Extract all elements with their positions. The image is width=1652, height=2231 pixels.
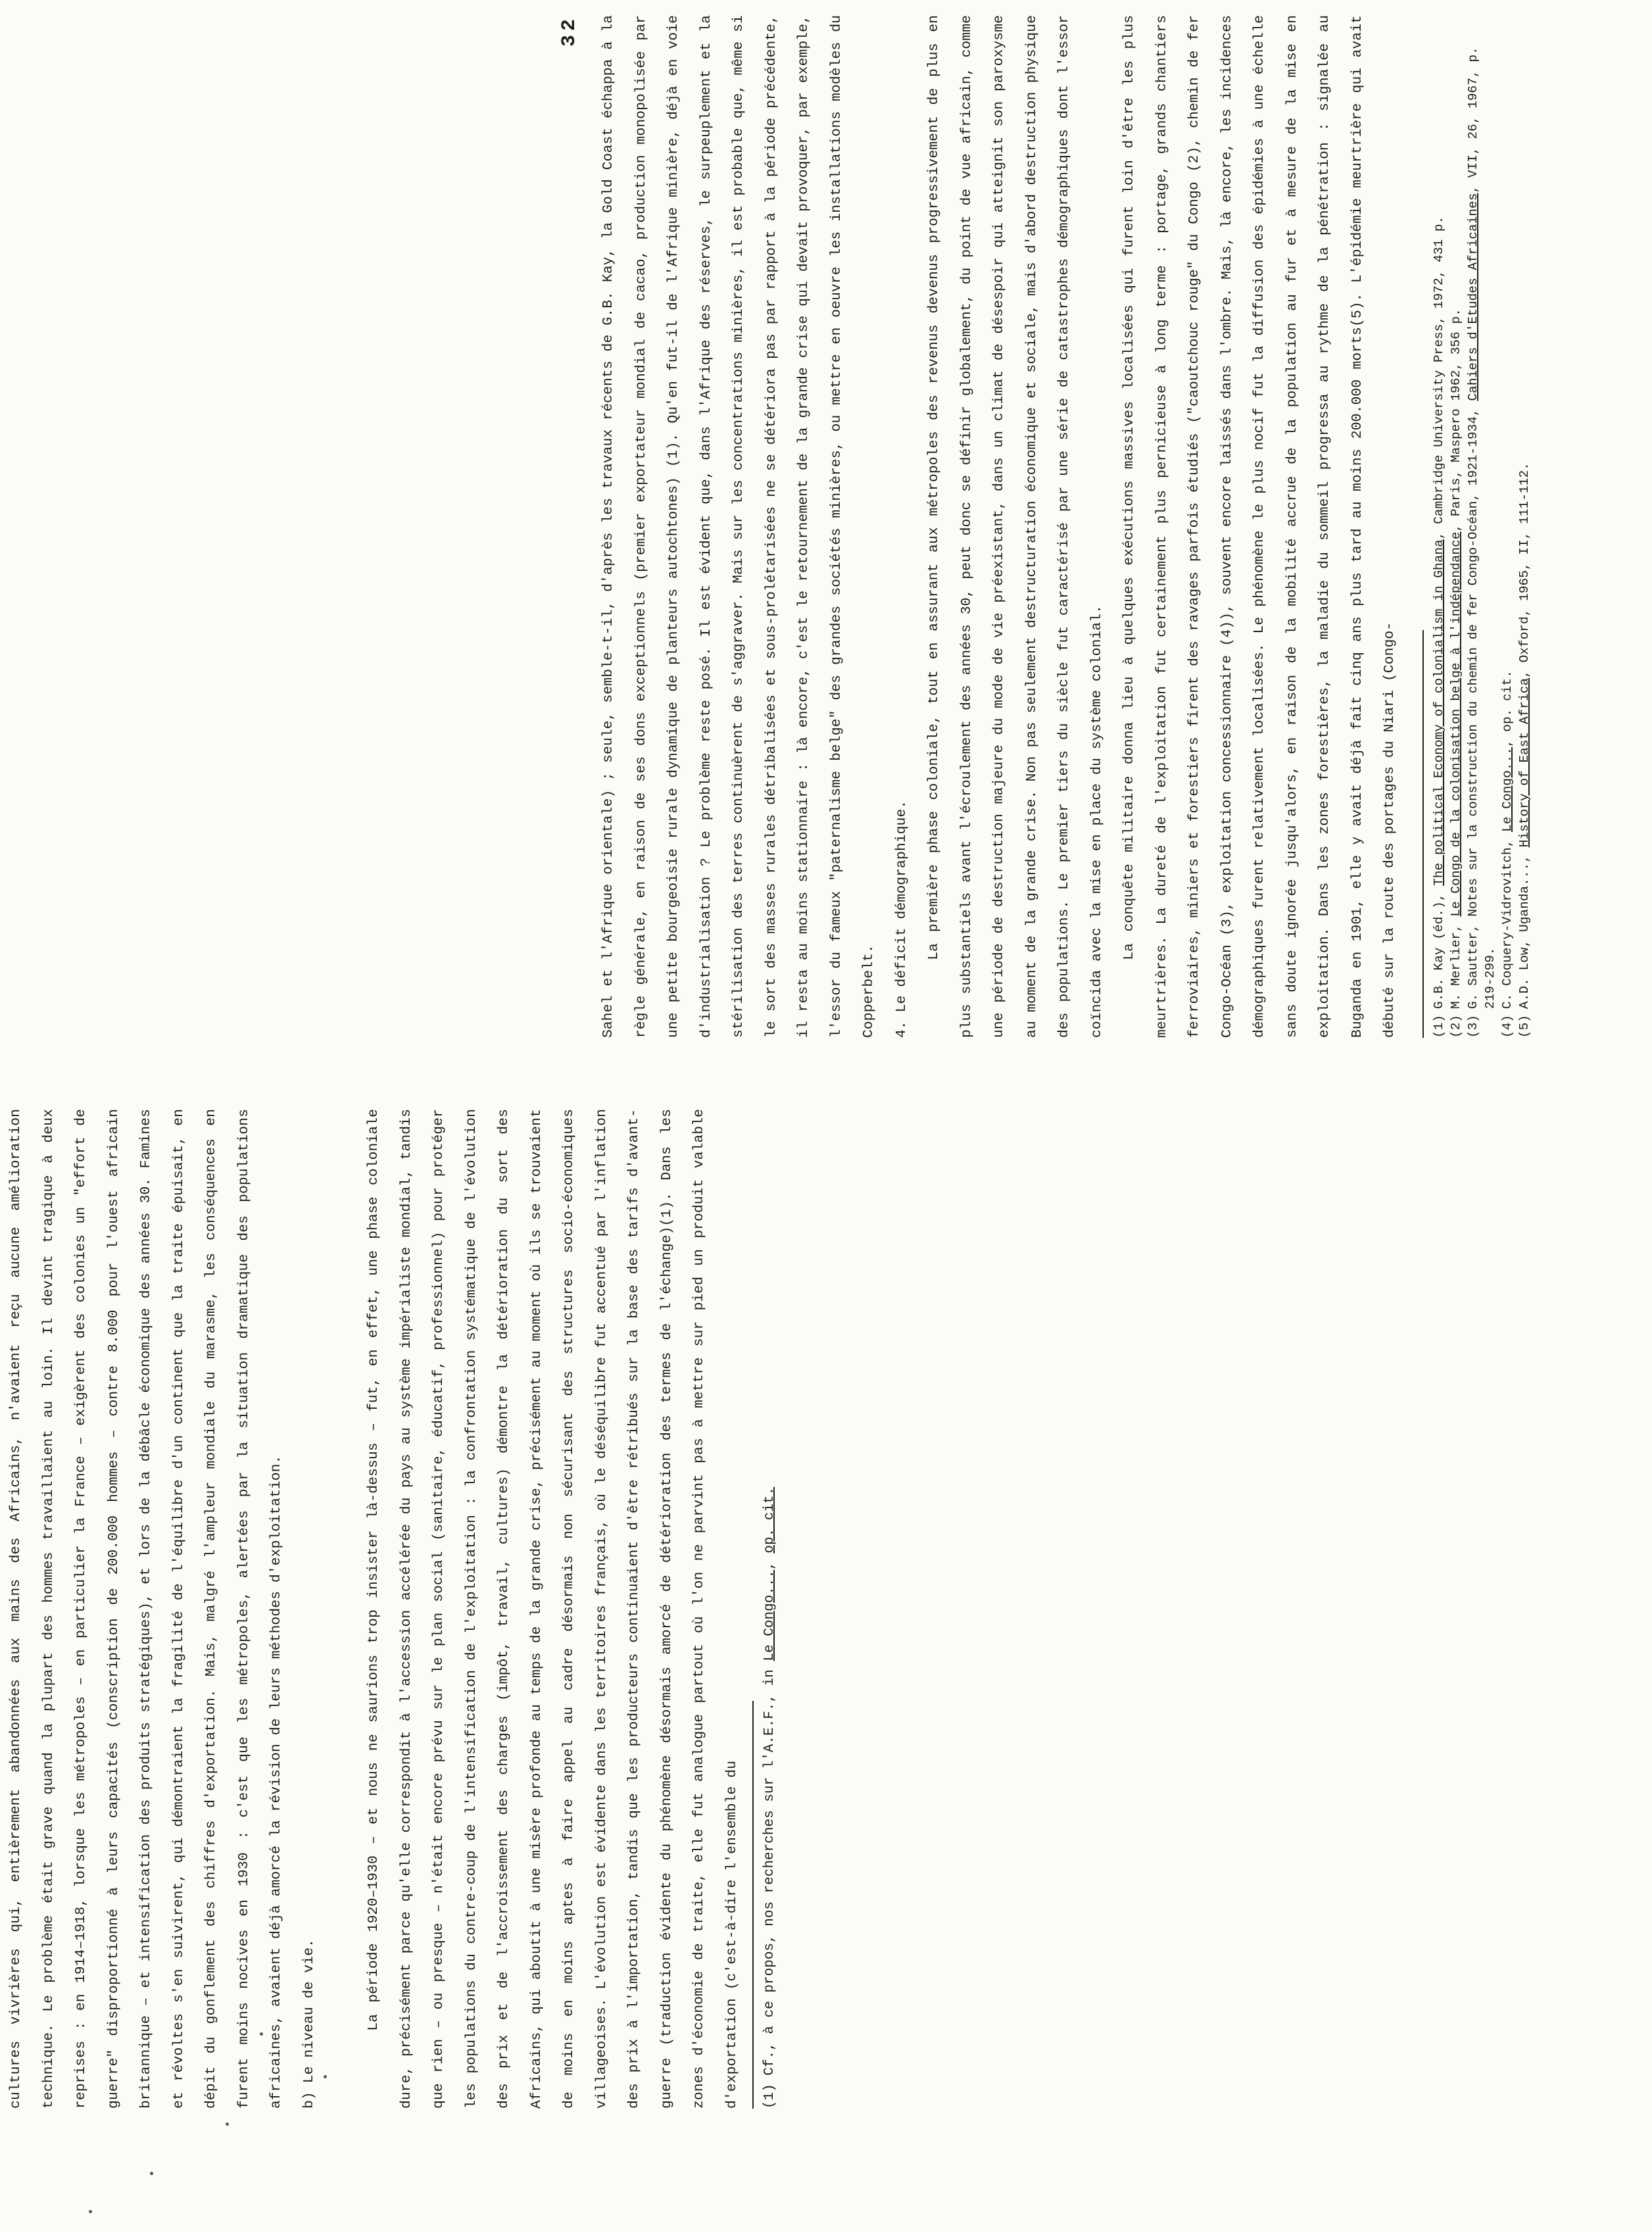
footnote-text: M. Merlier,: [1448, 916, 1463, 1009]
paragraph: Sahel et l'Afrique orientale) ; seule, semble-t-il, d'après les travaux récents de G.B. Kay, la Gold Coast échappa à la règle générale, en raison de ses dons exceptionnels (premier exportateur mondial de cacao, production monopolisée par une petite bourgeoisie rurale dynamique de planteurs autochtones) (1). Qu'en fut-il de l'Afrique minière, déjà en voie d'industrialisation ? Le problème reste posé. Il est évident que, dans l'Afrique des réserves, le surpeuplement et la stérilisation des terres continuèrent de s'aggraver. Mais sur les concentrations minières, il est probable que, même si le sort des masses rurales détribalisées et sous-prolétarisées ne se détériora pas par rapport à la période précédente, il resta au moins stationnaire : là encore, c'est le retournement de la grande crise qui devait provoquer, par exemple, l'essor du fameux "paternalisme belge" des grandes sociétés minières, ou mettre en oeuvre les installations modèles du Copperbelt.: [600, 15, 877, 1038]
footnote-rule: [1422, 630, 1424, 1038]
page-31: [0, 1076, 777, 2142]
paragraph: La période 1920–1930 – et nous ne saurions trop insister là-dessus – fut, en effet, une phase coloniale dure, précisément parce qu'elle correspondit à l'accession accélérée du pays au système impérialiste mondial, tandis que rien – ou presque – n'était encore prévu sur le plan social (sanitaire, éducatif, professionnel) pour protéger les populations du contre-coup de l'intensification de l'exploitation : la confrontation systématique de l'évolution des prix et de l'accroissement des charges (impôt, travail, cultures) démontre la détérioration du sort des Africains, qui aboutit à une misère profonde au temps de la grande crise, précisément au moment où ils se trouvaient de moins en moins aptes à faire appel au cadre désormais non sécurisant des structures socio-économiques villageoises. L'évolution est évidente dans les territoires français, où le déséquilibre fut accentué par l'inflation des prix à l'importation, tandis que les producteurs continuaient d'être rétribués sur la base des tarifs d'avant-guerre (traduction évidente du phénomène désormais amorcé de détérioration des termes de l'échange)(1). Dans les zones d'économie de traite, elle fut analogue partout où l'on ne parvint pas à mettre sur pied un produit valable d'exportation (c'est-à-dire l'ensemble du: [366, 1109, 740, 2109]
footnote-text: , VII, 26, 1967, p. 219-299.: [1465, 47, 1497, 1009]
footnote-text: , Cambridge University Press, 1972, 431 p.: [1431, 216, 1446, 540]
footnote-text: G. Sautter, Notes sur la construction du chemin de fer Congo-Océan, 1921-1934,: [1465, 401, 1480, 1009]
footnote-text: G.B. Kay (éd.),: [1431, 885, 1446, 1009]
paragraph: La première phase coloniale, tout en assurant aux métropoles des revenus devenus progressivement de plus en plus substantiels avant l'écroulement des années 30, peut donc se définir globalement, du point de vue africain, comme une période de destruction majeure du mode de vie préexistant, dans un climat de désespoir qui atteignit son paroxysme au moment de la grande crise. Non pas seulement destructuration économique et sociale, mais d'abord destruction physique des populations. Le premier tiers du siècle fut caractérisé par une série de catastrophes démographiques dont l'essor coïncida avec la mise en place du système colonial.: [926, 15, 1105, 1038]
page-32: [549, 5, 1532, 1071]
footnote-item: [1430, 15, 1447, 1038]
section-heading: b) Le niveau de vie.: [301, 1938, 317, 2109]
footnote-sep: ,: [762, 1553, 777, 1570]
footnotes: [760, 1109, 780, 2109]
footnote-text: , Oxford, 1965, II, 111-112.: [1517, 462, 1532, 678]
footnote-text: (1) Cf., à ce propos, nos recherches sur l'A.E.F., in: [762, 1661, 777, 2109]
footnote-number: (1): [1431, 1014, 1446, 1038]
paragraph: cultures vivrières qui, entièrement abandonnées aux mains des Africains, n'avaient reçu aucune amélioration technique. Le problème était grave quand la plupart des hommes travaillaient au loin. Il devint tragique à deux reprises : en 1914–1918, lorsque les métropoles – en particulier la France – exigèrent des colonies un "effort de guerre" disproportionné à leurs capacités (conscription de 200.000 hommes – contre 8.000 pour l'ouest africain britannique – et intensification des produits stratégiques), et lors de la débâcle économique des années 30. Famines et révoltes s'en suivirent, qui démontraient la fragilité de l'équilibre d'un continent que la traite épuisait, en dépit du gonflement des chiffres d'exportation. Mais, malgré l'ampleur mondiale du marasme, les conséquences en furent moins nocives en 1930 : c'est que les métropoles, alertées par la situation dramatique des populations africaines, avaient déjà amorcé la révision de leurs méthodes d'exploitation.: [8, 1109, 284, 2109]
page-32-body: [593, 15, 1407, 1038]
section-heading: 4. Le déficit démographique.: [893, 800, 910, 1038]
footnotes: [1430, 15, 1533, 1038]
footnote-text: C. Coquery-Vidrovitch,: [1499, 831, 1515, 1009]
scan-speck: [150, 2172, 153, 2175]
footnote-text: , op. cit.: [1499, 670, 1515, 748]
footnote-title: History of East Africa: [1517, 677, 1532, 848]
footnote-number: (4): [1499, 1014, 1515, 1038]
footnote-title: Cahiers d'Etudes Africaines: [1465, 193, 1480, 401]
page-31-body: [0, 1109, 748, 2109]
footnote-number: (2): [1448, 1014, 1463, 1038]
footnote-rule: [752, 1701, 754, 2109]
footnote-number: (5): [1517, 1014, 1532, 1038]
footnote-text: , Paris, Maspero 1962, 356 p.: [1448, 308, 1463, 532]
footnote-title: Le Congo de la colonisation belge à l'indépendance: [1448, 531, 1463, 917]
footnote-title: The political Economy of colonialism in Ghana: [1431, 539, 1446, 886]
footnote-text: A.D. Low, Uganda...,: [1517, 847, 1532, 1009]
footnote-number: (3): [1465, 1014, 1480, 1038]
footnote-item: [1516, 15, 1533, 1038]
footnote-ref: op. cit.: [762, 1486, 777, 1554]
footnote-item: [1447, 15, 1465, 1038]
footnote-title: Le Congo...: [1499, 747, 1515, 832]
paragraph: La conquête militaire donna lieu à quelques exécutions massives localisées qui furent loin d'être les plus meurtrières. La dureté de l'exploitation fut certainement plus pernicieuse à long terme : portage, grands chantiers ferroviaires, miniers et forestiers firent des ravages parfois étudiés ("caoutchouc rouge" du Congo (2), chemin de fer Congo-Océan (3), exploitation concessionnaire (4)), souvent encore laissés dans l'ombre. Mais, là encore, les incidences démographiques furent relativement localisées. Le phénomène le plus nocif fut la diffusion des épidémies à une échelle sans doute ignorée jusqu'alors, en raison de la mobilité accrue de la population au fur et à mesure de la mise en exploitation. Dans les zones forestières, la maladie du sommeil progressa au rythme de la pénétration : signalée au Buganda en 1901, elle y avait déjà fait cinq ans plus tard au moins 200.000 morts(5). L'épidémie meurtrière qui avait débuté sur la route des portages du Niari (Congo-: [1121, 15, 1397, 1038]
footnote-title: Le Congo...: [762, 1569, 777, 1661]
footnote-item: [1499, 15, 1516, 1038]
footnote-item: [1465, 15, 1499, 1038]
scan-speck: [89, 2210, 92, 2213]
page-number: 32: [558, 15, 581, 47]
